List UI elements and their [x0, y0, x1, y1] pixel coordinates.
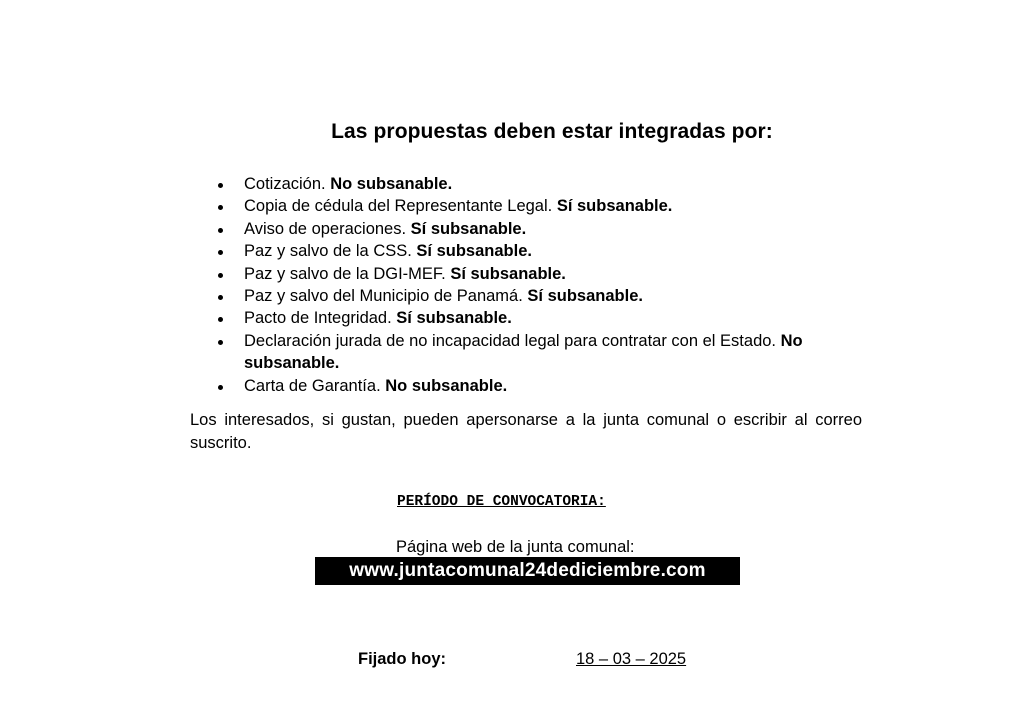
website-label: Página web de la junta comunal: — [396, 538, 635, 556]
requirement-status: Sí subsanable. — [450, 264, 566, 283]
requirement-text: Cotización. — [244, 175, 326, 193]
requirement-text: Carta de Garantía. — [244, 376, 381, 395]
list-item — [214, 218, 874, 240]
period-heading: PERÍODO DE CONVOCATORIA: — [397, 494, 606, 510]
posted-label: Fijado hoy: — [358, 650, 446, 668]
requirement-text: Declaración jurada de no incapacidad legal para contratar con el Estado. — [244, 331, 777, 350]
requirement-text: Aviso de operaciones. — [244, 219, 407, 238]
requirement-status: Sí subsanable. — [410, 219, 527, 238]
requirement-status: Sí subsanable. — [556, 197, 673, 216]
list-item — [214, 240, 874, 262]
requirement-status: No subsanable. — [385, 376, 508, 395]
bullet-icon — [218, 228, 223, 233]
list-item — [214, 263, 874, 285]
bullet-icon — [218, 317, 223, 322]
list-item — [214, 173, 874, 195]
requirement-status: Sí subsanable. — [416, 242, 532, 261]
requirements-list — [214, 173, 874, 397]
requirement-status: Sí subsanable. — [396, 309, 512, 328]
list-item — [214, 307, 874, 329]
requirement-text: Copia de cédula del Representante Legal. — [244, 197, 553, 216]
requirement-status: Sí subsanable. — [527, 287, 643, 306]
bullet-icon — [218, 205, 223, 210]
bullet-icon — [218, 295, 223, 300]
requirement-text: Paz y salvo de la CSS. — [244, 242, 412, 261]
list-item — [214, 375, 874, 397]
requirement-text: Pacto de Integridad. — [244, 309, 392, 328]
bullet-icon — [218, 250, 223, 255]
bullet-icon — [218, 340, 223, 345]
requirement-status: No subsanable. — [330, 175, 453, 193]
posted-date: 18 – 03 – 2025 — [576, 650, 687, 668]
requirement-status: No subsanable. — [244, 331, 803, 373]
bullet-icon — [218, 183, 223, 188]
list-item — [214, 285, 874, 307]
requirement-text: Paz y salvo de la DGI-MEF. — [244, 264, 446, 283]
requirement-text: Paz y salvo del Municipio de Panamá. — [244, 287, 523, 306]
website-link[interactable]: www.juntacomunal24dediciembre.com — [315, 557, 740, 585]
bullet-icon — [218, 273, 223, 278]
list-item — [214, 195, 874, 217]
bullet-icon — [218, 385, 223, 390]
list-item — [214, 330, 874, 375]
page-title: Las propuestas deben estar integradas por: — [331, 120, 773, 143]
contact-note: Los interesados, si gustan, pueden apersonarse a la junta comunal o escribir al correo suscrito. — [190, 411, 862, 452]
